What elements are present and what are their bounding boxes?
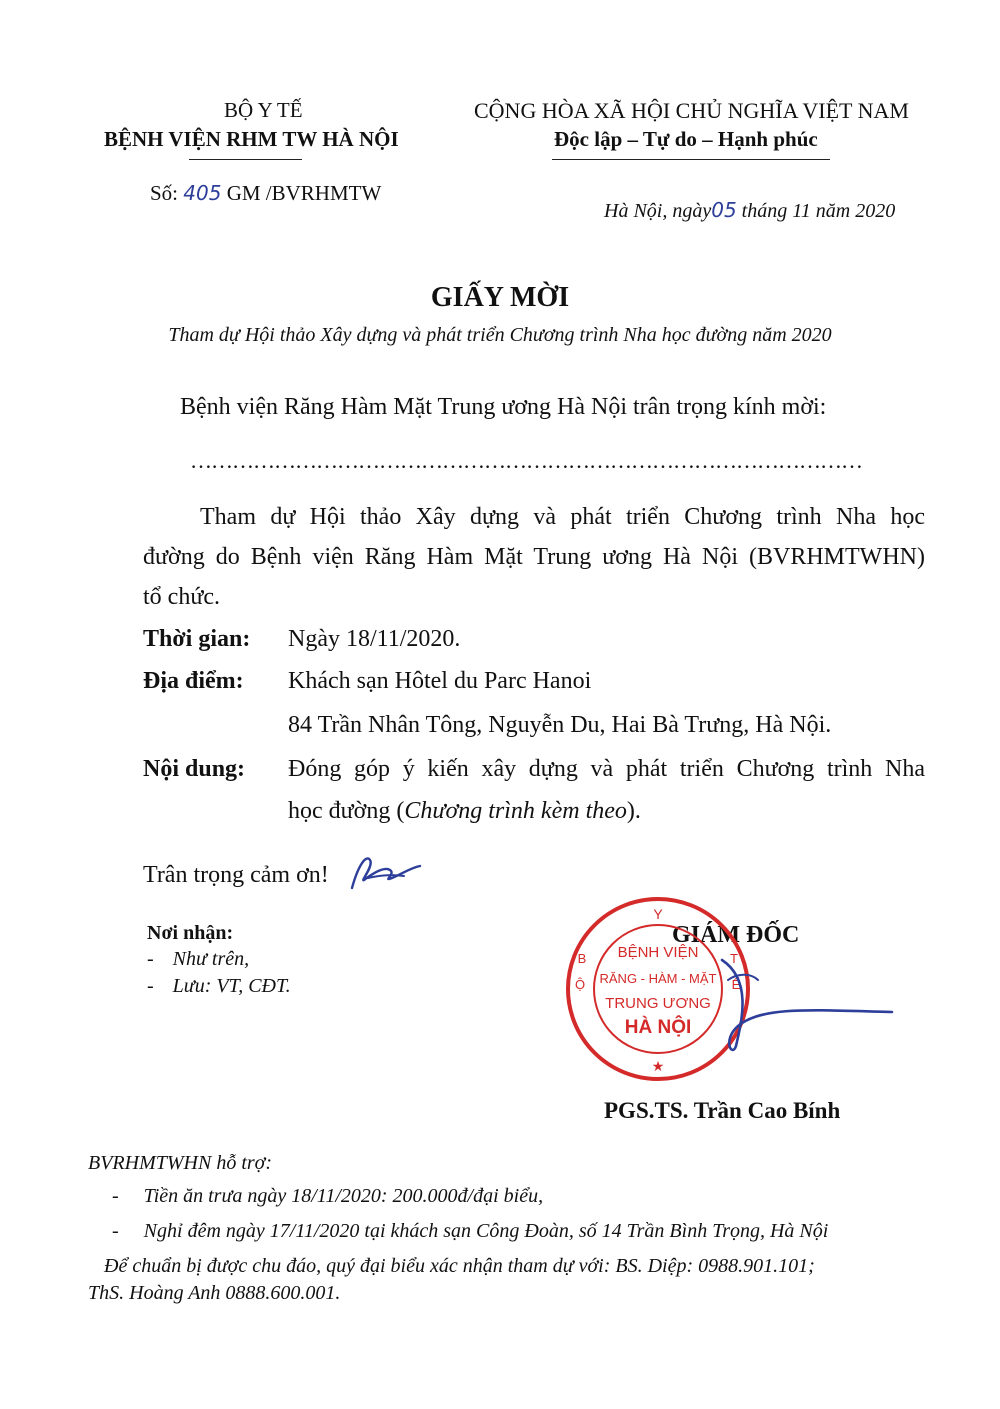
date-day-handwritten: 05 [711, 198, 737, 222]
support-text: Nghỉ đêm ngày 17/11/2020 tại khách sạn Công Đoàn, số 14 Trần Bình Trọng, Hà Nội [143, 1220, 829, 1242]
support-item [112, 1220, 828, 1243]
signer-position: GIÁM ĐỐC [672, 922, 800, 948]
support-text: Tiền ăn trưa ngày 18/11/2020: 200.000đ/đại biểu, [143, 1185, 544, 1207]
ministry-name: BỘ Y TẾ [224, 98, 303, 122]
thanks-line: Trân trọng cảm ơn! [143, 862, 329, 888]
seal-text: HÀ NỘI [624, 1017, 692, 1038]
list-dash: - [112, 1185, 119, 1207]
support-item [112, 1185, 543, 1208]
number-prefix: Số: [150, 181, 179, 205]
national-motto: Độc lập – Tự do – Hạnh phúc [554, 127, 818, 151]
initials-signature [344, 848, 424, 894]
date-prefix: Hà Nội, ngày [604, 200, 712, 222]
director-signature [692, 950, 902, 1060]
recipient-text: Lưu: VT, CĐT. [172, 975, 291, 997]
hospital-name: BỆNH VIỆN RHM TW HÀ NỘI [104, 127, 399, 151]
seal-text: TRUNG ƯƠNG [605, 995, 711, 1012]
number-handwritten: 405 [183, 181, 222, 205]
seal-ring-letter: Ế [731, 977, 741, 992]
issue-date [604, 198, 895, 223]
place-value-address: 84 Trần Nhân Tông, Nguyễn Du, Hai Bà Trưng, Hà Nội. [288, 712, 832, 738]
recipient-text: Như trên, [172, 948, 250, 970]
number-suffix: GM /BVRHMTW [226, 181, 382, 205]
seal-ring-letter: Ộ [574, 977, 586, 992]
time-value: Ngày 18/11/2020. [288, 626, 461, 652]
content-value-line-1: Đóng góp ý kiến xây dựng và phát triển Chương trình Nha [288, 756, 925, 782]
support-intro: BVRHMTWHN hỗ trợ: [88, 1152, 272, 1174]
paragraph-line-2: đường do Bệnh viện Răng Hàm Mặt Trung ương Hà Nội (BVRHMTWHN) [143, 544, 925, 570]
content-italic: Chương trình kèm theo [404, 798, 627, 824]
seal-text: RĂNG - HÀM - MẶT [599, 971, 717, 986]
place-value-hotel: Khách sạn Hôtel du Parc Hanoi [288, 668, 592, 694]
date-suffix: tháng 11 năm 2020 [741, 200, 896, 222]
header-left-underline [189, 159, 302, 160]
content-label: Nội dung: [143, 756, 246, 782]
seal-ring-letter: T [730, 951, 738, 966]
seal-ring-letter: B [577, 951, 587, 966]
document-title: GIẤY MỜI [430, 282, 570, 313]
content-value-line-2 [288, 798, 641, 825]
invite-line: Bệnh viện Răng Hàm Mặt Trung ương Hà Nội trân trọng kính mời: [180, 394, 827, 420]
seal-star-icon: ★ [651, 1059, 665, 1075]
time-label: Thời gian: [143, 626, 251, 652]
recipients-label: Nơi nhận: [147, 922, 234, 944]
paragraph-line-1: Tham dự Hội thảo Xây dựng và phát triển Chương trình Nha học [200, 504, 925, 530]
seal-ring-letter: Y [653, 906, 663, 922]
content-plain: học đường ( [288, 798, 405, 824]
country-name: CỘNG HÒA XÃ HỘI CHỦ NGHĨA VIỆT NAM [474, 98, 909, 123]
header-right-underline [552, 159, 830, 160]
recipient-item [147, 948, 249, 971]
document-subtitle: Tham dự Hội thảo Xây dựng và phát triển Chương trình Nha học đường năm 2020 [168, 324, 832, 346]
list-dash: - [147, 948, 154, 970]
content-end: ). [626, 798, 641, 824]
recipient-item [147, 975, 291, 998]
support-note-line-1: Để chuẩn bị được chu đáo, quý đại biểu xác nhận tham dự với: BS. Diệp: 0988.901.101; [104, 1255, 815, 1277]
list-dash: - [112, 1220, 119, 1242]
signer-name: PGS.TS. Trần Cao Bính [604, 1098, 841, 1123]
paragraph-line-3: tổ chức. [143, 584, 220, 610]
list-dash: - [147, 975, 154, 997]
support-note-line-2: ThS. Hoàng Anh 0888.600.001. [88, 1282, 341, 1304]
invitee-blank: …………………………………………………………………………………… [190, 448, 862, 473]
seal-text: BỆNH VIỆN [617, 944, 699, 961]
place-label: Địa điểm: [143, 668, 244, 694]
document-number [150, 181, 381, 206]
